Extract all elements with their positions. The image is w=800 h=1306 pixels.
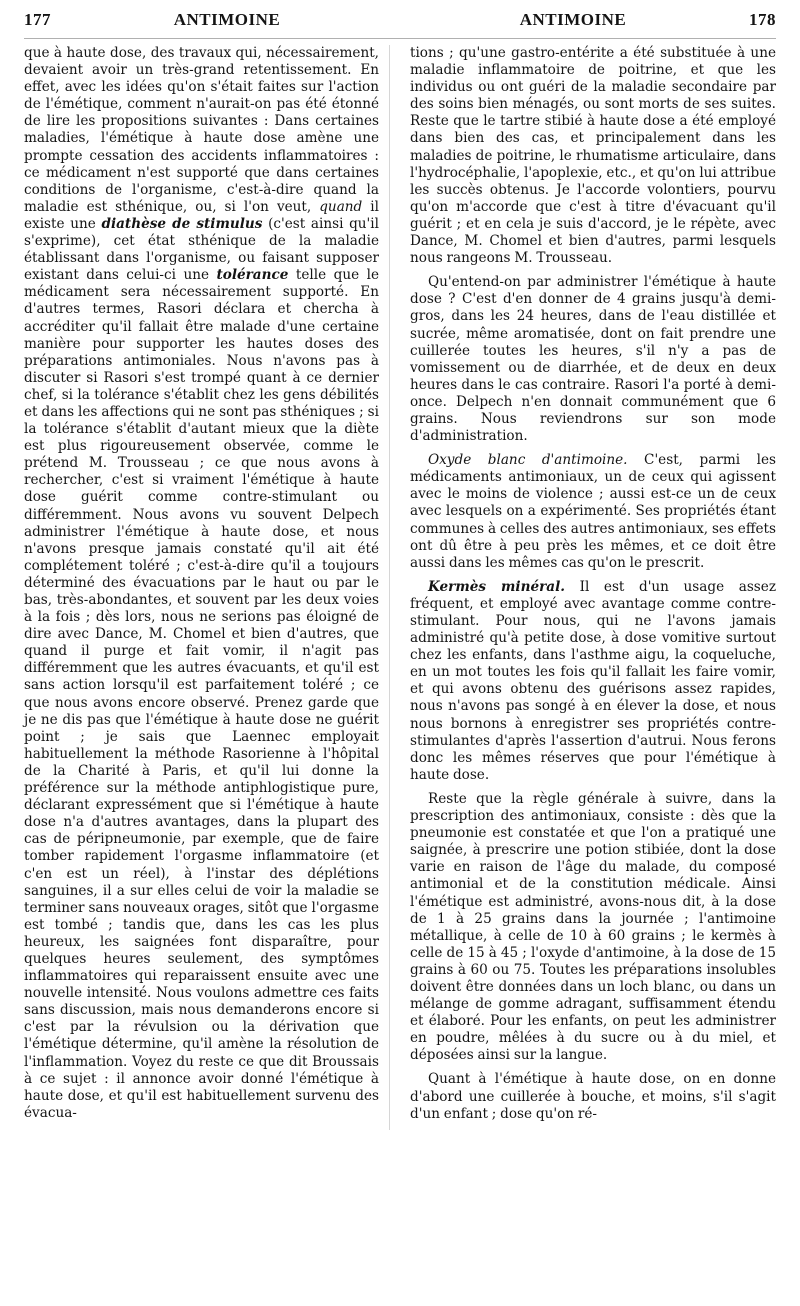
right-page-number: 178 xyxy=(749,10,776,29)
section-lead: Oxyde blanc d'antimoine. xyxy=(428,452,628,469)
paragraph: Quant à l'émétique à haute dose, on en donne d'abord une cuillerée à bouche, et moins, s'il s'agit d'un enfant ; dose qu'on ré- xyxy=(410,1071,776,1122)
text-run: (c'est ainsi qu'il s'exprime), cet état sthénique de la maladie établissant dans l'organisme, ou faisant supposer existant dans celui-ci une xyxy=(24,215,379,284)
right-running-title: ANTIMOINE xyxy=(519,10,627,29)
paragraph xyxy=(410,452,776,572)
text-run: il existe une xyxy=(24,198,379,232)
paragraph xyxy=(24,45,379,1122)
left-running-title: ANTIMOINE xyxy=(173,10,281,29)
section-lead: Kermès minéral. xyxy=(428,578,565,595)
text-run: que à haute dose, des travaux qui, nécessairement, devaient avoir un très-grand retentissement. En effet, avec les idées qu'on s'était faites sur l'action de l'émétique, comment n'aurait-on pas été étonné de lire les propositions suivantes : Dans certaines maladies, l'émétique à haute dose amène une prompte cessation des accidents inflammatoires : ce médicament n'est supporté que dans certaines conditions de l'organisme, c'est-à-dire quand la maladie est sthénique, ou, si l'on veut, xyxy=(24,45,379,215)
right-column xyxy=(410,45,776,1130)
text-run: C'est, parmi les médicaments antimoniaux, un de ceux qui agissent avec le moins de violence ; aussi est-ce un de ceux avec lesquels on a expérimenté. Ses propriétés étant communes à celles des autres antimoniaux, ses effets ont dû être à peu près les mêmes, et ce doit être aussi dans les mêmes cas qu'on le prescrit. xyxy=(410,452,776,571)
text-run: Il est d'un usage assez fréquent, et employé avec avantage comme contre-stimulant. Pour nous, qui ne l'avons jamais administré qu'à petite dose, à dose vomitive surtout chez les enfants, dans l'asthme aigu, la coqueluche, en un mot toutes les fois qu'il fallait les faire vomir, et qui avons obtenu des guérisons assez rapides, nous n'avons pas songé à en élever la dose, et nous nous bornons à enregistrer ses propriétés contre-stimulantes d'après l'assertion d'autrui. Nous ferons donc les mêmes réserves que pour l'émétique à haute dose. xyxy=(410,578,776,783)
left-page-number: 177 xyxy=(24,10,51,29)
italic-term: quand xyxy=(319,198,363,215)
running-header xyxy=(24,10,776,39)
left-column xyxy=(24,45,390,1130)
italic-term: tolérance xyxy=(216,267,289,284)
paragraph: Qu'entend-on par administrer l'émétique à haute dose ? C'est d'en donner de 4 grains jusqu'à demi-gros, dans les 24 heures, dans de l'eau distillée et sucrée, même aromatisée, dont on fait prendre une cuillerée toutes les heures, s'il n'y a pas de vomissement ou de diarrhée, et de deux en deux heures dans le cas contraire. Rasori l'a porté à demi-once. Delpech n'en donnait communément que 6 grains. Nous reviendrons sur son mode d'administration. xyxy=(410,274,776,445)
paragraph: tions ; qu'une gastro-entérite a été substituée à une maladie inflammatoire de poitrine, et que les individus ou ont guéri de la maladie secondaire par des soins bien ménagés, ou sont morts de ses suites. Reste que le tartre stibié à haute dose a été employé dans bien des cas, et principalement dans les maladies de poitrine, le rhumatisme articulaire, dans l'hydrocéphalie, l'apoplexie, etc., et qu'on lui attribue les succès obtenus. Je l'accorde volontiers, pourvu qu'on m'accorde que c'est à titre d'évacuant qu'il guérit ; et en cela je suis d'accord, je le répète, avec Dance, M. Chomel et bien d'autres, parmi lesquels nous rangeons M. Trousseau. xyxy=(410,45,776,267)
italic-term: diathèse de stimulus xyxy=(101,215,263,232)
paragraph xyxy=(410,579,776,784)
text-columns xyxy=(24,45,776,1130)
paragraph: Reste que la règle générale à suivre, dans la prescription des antimoniaux, consiste : dès que la pneumonie est constatée et que l'on a pratiqué une saignée, à prescrire une potion stibiée, dont la dose varie en raison de l'âge du malade, du composé antimonial et de la constitution médicale. Ainsi l'émétique est administré, avons-nous dit, à la dose de 1 à 25 grains dans la journée ; l'antimoine métallique, à celle de 10 à 60 grains ; le kermès à celle de 15 à 45 ; l'oxyde d'antimoine, à la dose de 15 grains à 60 ou 75. Toutes les préparations insolubles doivent être données dans un loch blanc, ou dans un mélange de gomme adragant, suffisamment étendu et élaboré. Pour les enfants, on peut les administrer en poudre, mêlées à du sucre ou à du miel, et déposées ainsi sur la langue. xyxy=(410,790,776,1064)
text-run: telle que le médicament sera nécessairement supporté. En d'autres termes, Rasori déclara et chercha à accréditer qu'il fallait être malade d'une certaine manière pour supporter les hautes doses des préparations antimoniales. Nous n'avons pas à discuter si Rasori s'est trompé quant à ce dernier chef, si la tolérance s'établit chez les gens débilités et dans les affections qui ne sont pas sthéniques ; si la tolérance s'établit d'autant mieux que la diète est plus rigoureusement observée, comme le prétend M. Trousseau ; ce que nous avons à rechercher, c'est si vraiment l'émétique à haute dose guérit comme contre-stimulant ou différemment. Nous avons vu souvent Delpech administrer l'émétique à haute dose, et nous n'avons presque jamais constaté qu'il ait été complétement toléré ; c'est-à-dire qu'il a toujours déterminé des évacuations par le haut ou par le bas, très-abondantes, et souvent par les deux voies à la fois ; dès lors, nous ne serions pas éloigné de dire avec Dance, M. Chomel et bien d'autres, que quand il purge et fait vomir, il n'agit pas différemment que les autres évacuants, et qu'il est sans action lorsqu'il est parfaitement toléré ; ce que nous avons encore observé. Prenez garde que je ne dis pas que l'émétique à haute dose ne guérit point ; je sais que Laennec employait habituellement la méthode Rasorienne à l'hôpital de la Charité à Paris, et qu'il lui donne la préférence sur la méthode antiphlogistique pure, déclarant expressément que si l'émétique à haute dose n'a d'autres avantages, dans la plupart des cas de péripneumonie, par exemple, que de faire tomber rapidement l'orgasme inflammatoire (et c'en est un réel), à l'instar des déplétions sanguines, il a sur elles celui de voir la maladie se terminer sans nouveaux orages, sitôt que l'orgasme est tombé ; tandis que, dans les cas les plus heureux, les saignées font disparaître, pour quelques heures seulement, des symptômes inflammatoires qui reparaissent ensuite avec une nouvelle intensité. Nous voulons admettre ces faits sans discussion, mais nous demanderons encore si c'est par la révulsion ou la dérivation que l'émétique détermine, qu'il amène la résolution de l'inflammation. Voyez du reste ce que dit Broussais à ce sujet : il annonce avoir donné l'émétique à haute dose, et qu'il est habituellement survenu des évacua- xyxy=(24,267,380,1121)
